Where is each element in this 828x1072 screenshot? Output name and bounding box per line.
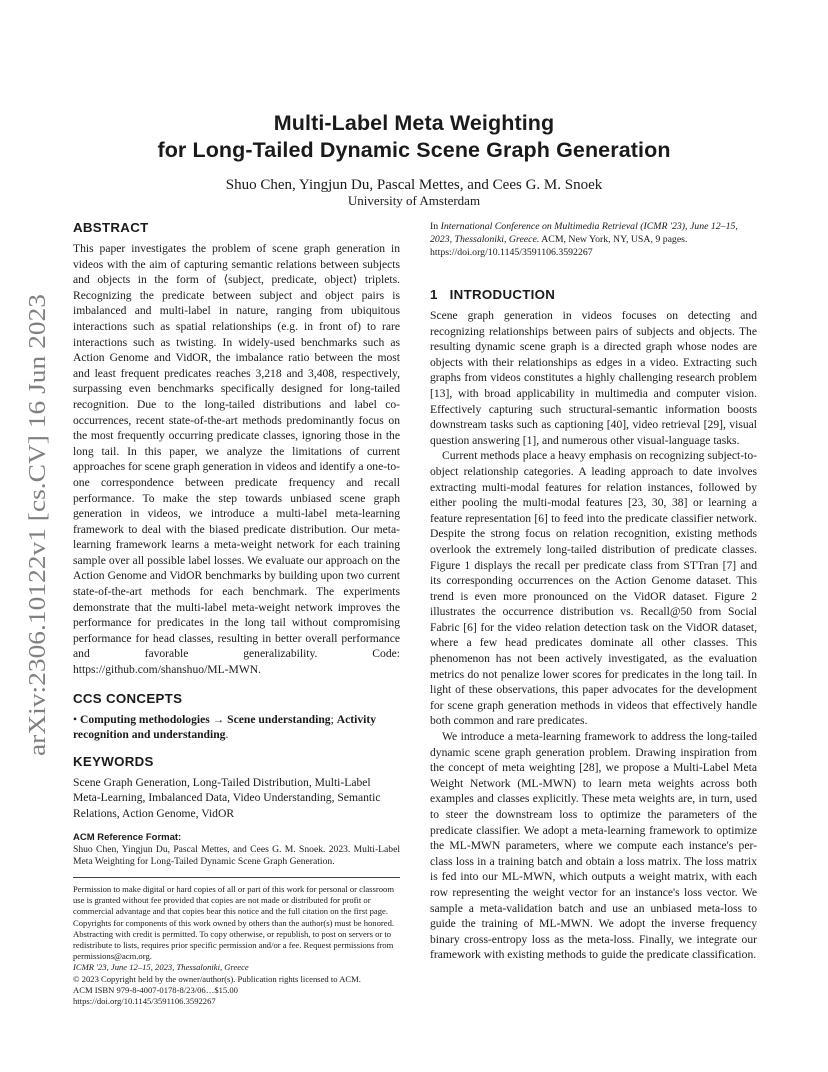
title-line-2: for Long-Tailed Dynamic Scene Graph Generation — [157, 138, 671, 162]
citation-prefix: In — [430, 221, 441, 232]
intro-paragraph-3: We introduce a meta-learning framework to address the long-tailed dynamic scene graph generation problem. Drawing inspiration from the concept of meta weighting [28], we propose a Multi-Label Meta Weight Network (ML-MWN) to learn meta weights across both examples and classes explicitly. These meta weights are, in turn, used to steer the downstream loss to optimize the parameters of the predicate classifier. We adopt a meta-learning framework to optimize the ML-MWN parameters, where we compute each instance's per-class loss in a training batch and obtain a loss matrix. The loss matrix is fed into our ML-MWN, which outputs a weight matrix, with each row representing the weight vector for an instance's loss vector. We sample a meta-validation batch and use an unbiased meta-loss to guide the training of ML-MWN. We adopt the inverse frequency binary cross-entropy loss as the meta-loss. Finally, we integrate our framework with existing methods to guide the predicate classification. — [430, 730, 757, 962]
citation-venue: International Conference on Multimedia Retrieval (ICMR '23), June 12–15, 2023, Thessaloniki, Greece. — [430, 221, 738, 245]
ccs-concepts — [73, 712, 400, 743]
permission-text: Permission to make digital or hard copies of all or part of this work for personal or classroom use is granted without fee provided that copies are not made or distributed for profit or commercial advantage and that copies bear this notice and the full citation on the first page. Copyrights for components of this work owned by others than the author(s) must be honored. Abstracting with credit is permitted. To copy otherwise, or republish, to post on servers or to redistribute to lists, requires prior specific permission and/or a fee. Request permissions from permissions@acm.org. — [73, 884, 395, 962]
left-column — [73, 220, 400, 1007]
ccs-concept-1: Computing methodologies — [79, 712, 210, 726]
footnote-divider — [73, 877, 400, 878]
abstract-text: This paper investigates the problem of scene graph generation in videos with the aim of capturing semantic relations between subjects and objects in the form of ⟨subject, predicate, object⟩ triplets. Recognizing the predicate between subject and object pairs is imbalanced and multi-label in nature, ranging from ubiquitous interactions such as spatial relationships (e.g. in front of) to rare interactions such as twisting. In widely-used benchmarks such as Action Genome and VidOR, the imbalance ratio between the most and least frequent predicates reaches 3,218 and 3,408, respectively, surpassing even benchmarks specifically designed for long-tailed recognition. Due to the long-tailed distributions and label co-occurrences, recent state-of-the-art methods predominantly focus on the most frequently occurring predicate classes, ignoring those in the long tail. In this paper, we analyze the limitations of current approaches for scene graph generation in videos and identify a one-to-one correspondence between predicate frequency and recall performance. To make the step towards unbiased scene graph generation in videos, we introduce a multi-label meta-learning framework to deal with the biased predicate distribution. Our meta-learning framework learns a meta-weight network for each training sample over all possible label losses. We evaluate our approach on the Action Genome and VidOR benchmarks by building upon two current state-of-the-art methods for each benchmark. The experiments demonstrate that the multi-label meta-weight network improves the performance for predicates in the long tail without compromising performance for head classes, resulting in better overall performance and favorable generalizability. Code: https://github.com/shanshuo/ML-MWN. — [73, 242, 400, 677]
permission-venue: ICMR '23, June 12–15, 2023, Thessaloniki, Greece — [73, 962, 249, 973]
title-line-1: Multi-Label Meta Weighting — [273, 111, 555, 135]
keywords-text: Scene Graph Generation, Long-Tailed Distribution, Multi-Label Meta-Learning, Imbalanced Data, Video Understanding, Semantic Relations, Action Genome, VidOR — [73, 775, 381, 820]
ccs-separator: ; — [330, 712, 334, 726]
abstract-heading: ABSTRACT — [73, 220, 149, 235]
isbn-line: ACM ISBN 979-8-4007-0178-8/23/06…$15.00 — [73, 984, 238, 995]
arxiv-identifier — [15, 290, 55, 760]
intro-paragraph-1: Scene graph generation in videos focuses on detecting and recognizing relationships between pairs of subjects and objects. The resulting dynamic scene graph is a directed graph whose nodes are objects with their relationships as edges in a video. Extracting such graphs from videos constitutes a highly challenging research problem [13], with broad applicability in multimedia and computer vision. Effectively capturing such structural-semantic information boosts downstream tasks such as captioning [40], video retrieval [29], visual question answering [1], and numerous other visual-language tasks. — [430, 309, 757, 447]
ccs-concept-2: Scene understanding — [227, 712, 331, 726]
citation-block — [430, 220, 757, 259]
intro-paragraph-2: Current methods place a heavy emphasis on recognizing subject-to-object relationship categories. A leading approach to date involves extracting multi-modal features for relation instances, followed by either pooling the multi-modal features [23, 30, 38] or learning a feature representation [6] to feed into the predicate classifier network. Despite the strong focus on relation recognition, existing methods overlook the extremely long-tailed distribution of predicate classes. Figure 1 displays the recall per predicate class from STTran [7] and its corresponding occurrences on the Action Genome dataset. This trend is even more pronounced on the VidOR dataset. Figure 2 illustrates the occurrence distribution vs. Recall@50 from Social Fabric [6] for the video relation detection task on the VidOR dataset, where a few head predicates dominate all other classes. This phenomenon has not been actively investigated, as the evaluation metrics do not penalize lower scores for predicates in the long tail. In light of these observations, this paper advocates for the development for scene graph generation methods in videos that effectively handle both common and rare predicates. — [430, 449, 757, 728]
ccs-heading: CCS CONCEPTS — [73, 690, 183, 706]
ccs-bullet: • — [73, 712, 78, 726]
ccs-arrow: → — [212, 712, 225, 726]
citation-rest: ACM, New York, NY, USA, 9 pages. https://doi.org/10.1145/3591106.3592267 — [430, 234, 688, 258]
authors: Shuo Chen, Yingjun Du, Pascal Mettes, and Cees G. M. Snoek — [225, 177, 603, 193]
arxiv-identifier-text: arXiv:2306.10122v1 [cs.CV] 16 Jun 2023 — [25, 352, 51, 756]
ccs-end: . — [225, 728, 229, 742]
reference-format-text: Shuo Chen, Yingjun Du, Pascal Mettes, and Cees G. M. Snoek. 2023. Multi-Label Meta Weighting for Long-Tailed Dynamic Scene Graph Generation. — [73, 843, 400, 868]
doi-link[interactable]: https://doi.org/10.1145/3591106.3592267 — [73, 996, 216, 1007]
ccs-concept-3: Activity recognition and understanding — [73, 712, 376, 742]
keywords-heading: KEYWORDS — [73, 753, 154, 769]
copyright-line: © 2023 Copyright held by the owner/author(s). Publication rights licensed to ACM. — [73, 973, 361, 984]
introduction-heading: 1 INTRODUCTION — [430, 287, 556, 302]
right-column — [430, 220, 757, 963]
paper-title — [0, 110, 828, 164]
affiliation: University of Amsterdam — [347, 193, 481, 208]
reference-format-heading: ACM Reference Format: — [73, 831, 182, 843]
